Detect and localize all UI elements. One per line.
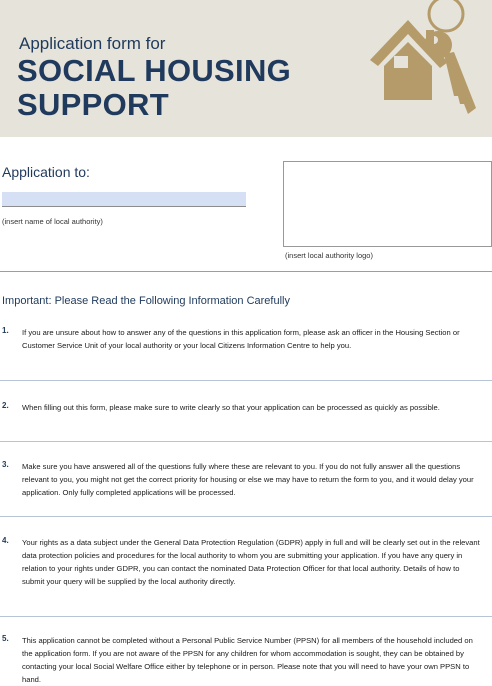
- application-to-label: Application to:: [2, 164, 90, 180]
- form-subtitle: Application form for: [19, 34, 166, 53]
- item-number: 5.: [2, 634, 9, 643]
- logo-caption: (insert local authority logo): [285, 251, 373, 260]
- title-line-2: SUPPORT: [17, 87, 169, 122]
- item-text: Your rights as a data subject under the General Data Protection Regulation (GDPR) apply in full and will be clearly set out in the relevant data protection policies and procedures for the local authority to whom you are submitting your application. If you have any query in relation to your rights under GDPR, you can contact the nominated Data Protection Officer for that local authority. Details of how to submit your query will be supplied by the local authority directly.: [22, 538, 480, 586]
- item-text: Make sure you have answered all of the questions fully where these are relevant to you. If you do not fully answer all the questions relevant to you, you might not get the correct priority for housing or else we may have to return the form to you, and it would delay your application. Only fully completed applications will be processed.: [22, 462, 474, 497]
- item-divider: [0, 516, 492, 517]
- form-title: [17, 54, 291, 122]
- item-number: 3.: [2, 460, 9, 469]
- local-authority-caption: (insert name of local authority): [2, 217, 103, 226]
- item-text: If you are unsure about how to answer any of the questions in this application form, please ask an officer in the Housing Section or Customer Service Unit of your local authority or your local Citizens Information Centre to help you.: [22, 328, 460, 350]
- section-divider: [0, 271, 492, 272]
- item-divider: [0, 380, 492, 381]
- item-number: 4.: [2, 536, 9, 545]
- local-authority-input[interactable]: [2, 192, 246, 207]
- title-line-1: SOCIAL HOUSING: [17, 53, 292, 88]
- house-keys-icon: [364, 0, 492, 120]
- item-text: When filling out this form, please make sure to write clearly so that your application can be processed as quickly as possible.: [22, 403, 440, 412]
- item-divider: [0, 441, 492, 442]
- item-text: This application cannot be completed without a Personal Public Service Number (PPSN) for all members of the household included on the application form. If you are not aware of the PPSN for any children for whom accommodation is sought, they can be obtained by contacting your local Social Welfare Office either by telephone or in person. Please note that you will need to have your own PPSN to hand.: [22, 636, 473, 684]
- authority-logo-box: [283, 161, 492, 247]
- item-number: 1.: [2, 326, 9, 335]
- item-number: 2.: [2, 401, 9, 410]
- item-divider: [0, 616, 492, 617]
- important-heading: Important: Please Read the Following Information Carefully: [2, 295, 290, 307]
- header-banner: [0, 0, 492, 137]
